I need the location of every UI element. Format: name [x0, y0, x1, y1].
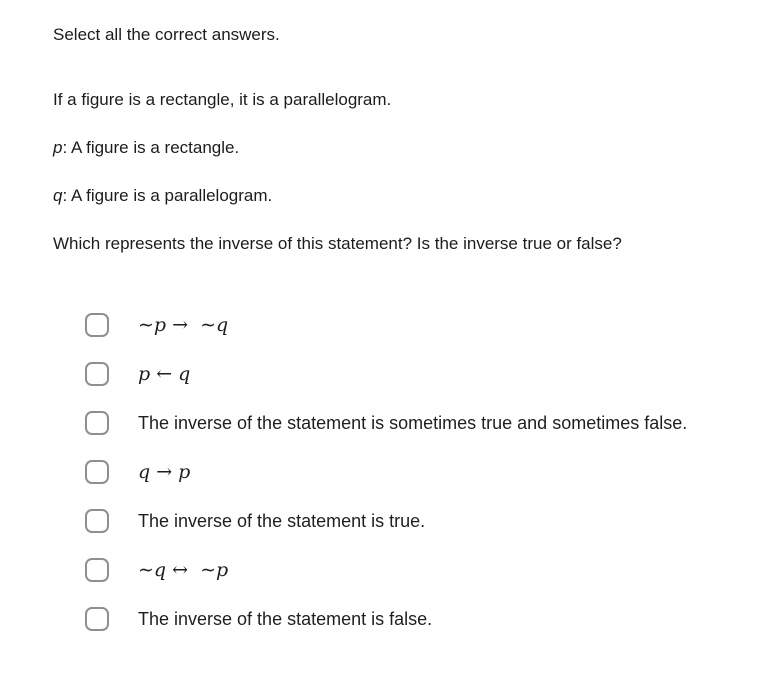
- answer-option[interactable]: [53, 300, 766, 349]
- option-checkbox[interactable]: [85, 607, 109, 631]
- option-checkbox[interactable]: [85, 313, 109, 337]
- premise-q: [53, 186, 766, 206]
- answer-option[interactable]: [53, 349, 766, 398]
- premise-p-symbol: p: [53, 138, 63, 157]
- option-checkbox[interactable]: [85, 362, 109, 386]
- question-prompt: Which represents the inverse of this statement? Is the inverse true or false?: [53, 234, 622, 253]
- option-label[interactable]: The inverse of the statement is sometimes true and sometimes false.: [138, 412, 688, 433]
- option-label[interactable]: q → p: [138, 460, 191, 483]
- answer-option[interactable]: [53, 594, 766, 643]
- option-checkbox[interactable]: [85, 411, 109, 435]
- option-checkbox[interactable]: [85, 509, 109, 533]
- answer-option[interactable]: [53, 398, 766, 447]
- option-checkbox[interactable]: [85, 558, 109, 582]
- premise-q-symbol: q: [53, 186, 63, 205]
- premise-p: [53, 138, 766, 158]
- option-checkbox[interactable]: [85, 460, 109, 484]
- conditional-statement: If a figure is a rectangle, it is a parallelogram.: [53, 90, 392, 109]
- option-label[interactable]: The inverse of the statement is false.: [138, 608, 433, 629]
- premise-q-text: : A figure is a parallelogram.: [62, 186, 273, 205]
- premise-p-text: : A figure is a rectangle.: [62, 138, 240, 157]
- option-label[interactable]: ∼p → ∼q: [138, 313, 229, 336]
- answer-option[interactable]: [53, 545, 766, 594]
- option-label[interactable]: p ← q: [138, 362, 191, 385]
- option-label[interactable]: ∼q ↔ ∼p: [138, 558, 229, 581]
- instruction-text: Select all the correct answers.: [53, 25, 280, 44]
- answer-option[interactable]: [53, 447, 766, 496]
- answer-options-list: [53, 300, 766, 643]
- answer-option[interactable]: [53, 496, 766, 545]
- option-label[interactable]: The inverse of the statement is true.: [138, 510, 426, 531]
